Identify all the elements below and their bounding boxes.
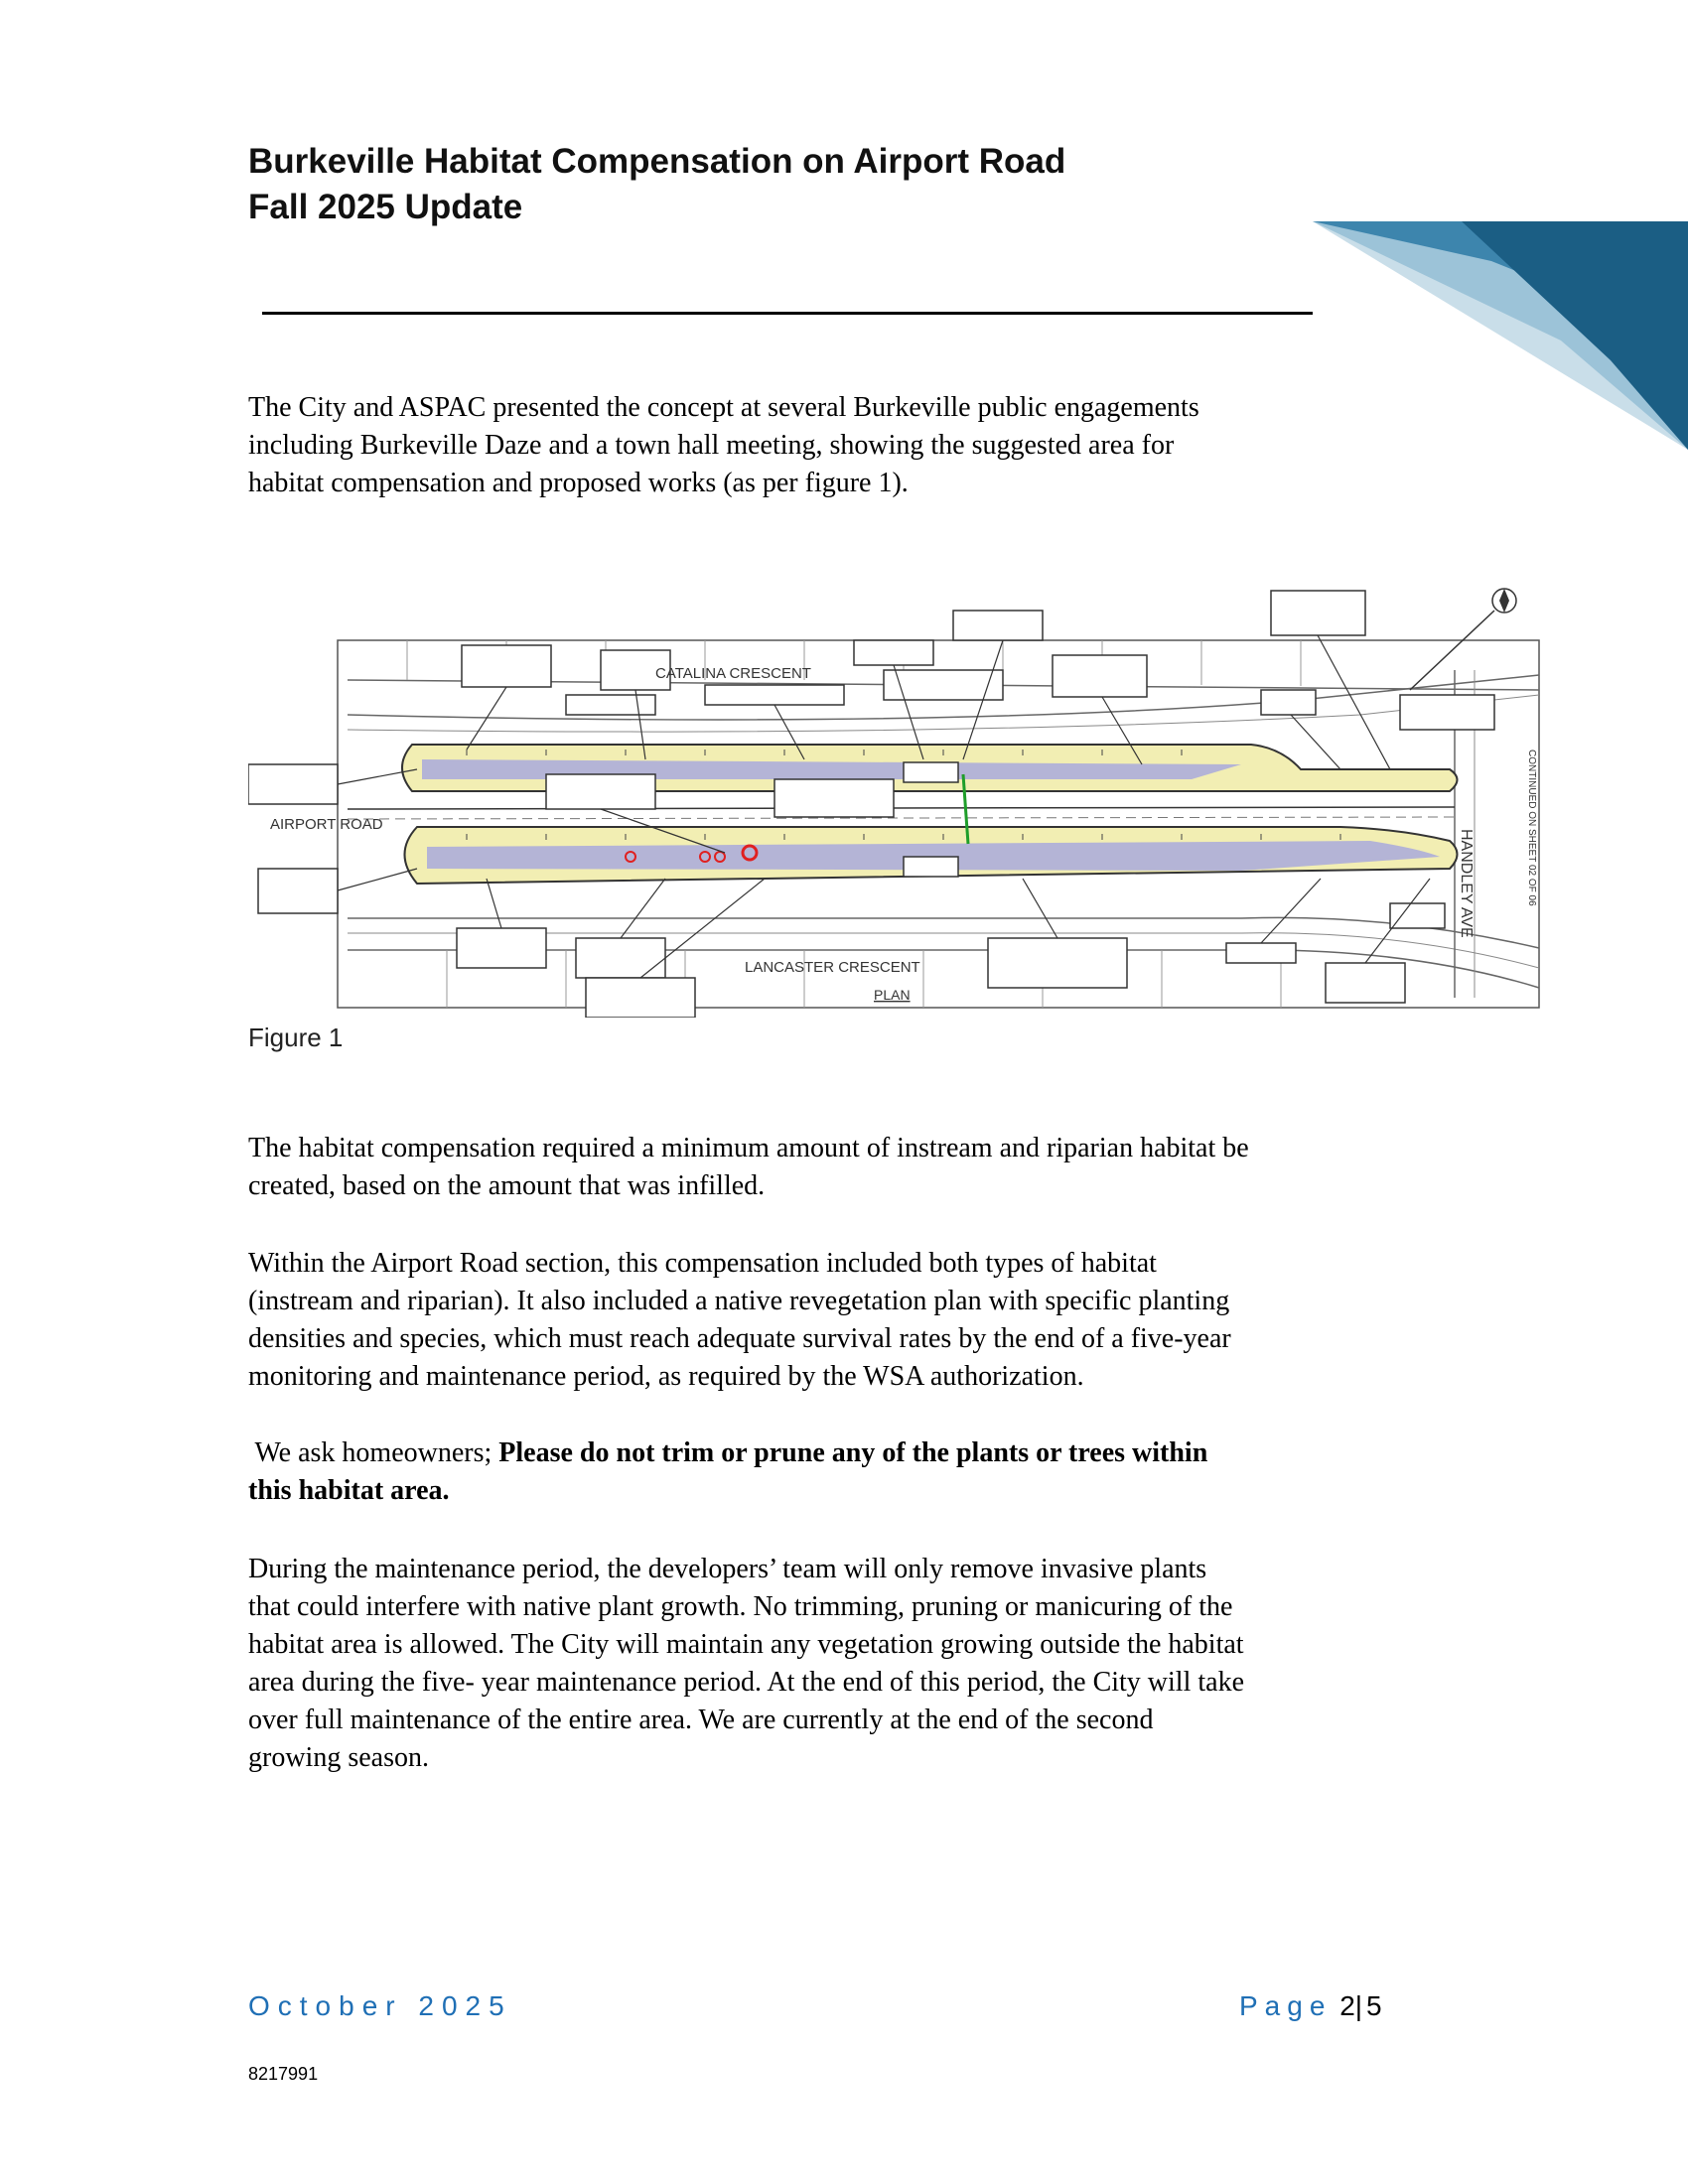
text-line: that could interfere with native plant growth. No trimming, pruning or manicuring of the: [248, 1591, 1233, 1622]
footer-page-number: [1239, 1990, 1382, 2022]
text-line: [248, 1472, 1450, 1510]
text-line: [248, 1434, 1450, 1472]
text-line: The habitat compensation required a minimum amount of instream and riparian habitat be: [248, 1133, 1249, 1163]
text-line: growing season.: [248, 1742, 429, 1773]
paragraph-airport-road-section: [248, 1245, 1450, 1396]
request-bold-2: this habitat area.: [248, 1475, 450, 1506]
figure-label-continued: CONTINUED ON SHEET 02 OF 06: [1526, 750, 1537, 906]
text-line: habitat area is allowed. The City will maintain any vegetation growing outside the habitat: [248, 1629, 1244, 1660]
text-line: (instream and riparian). It also included a native revegetation plan with specific planting: [248, 1286, 1230, 1316]
text-line: area during the five- year maintenance period. At the end of this period, the City will take: [248, 1667, 1244, 1698]
title-divider: [262, 312, 1313, 315]
figure-1-plan-drawing: [248, 581, 1555, 1018]
document-number: 8217991: [248, 2064, 319, 2084]
figure-label-airport-road: AIRPORT ROAD: [270, 816, 383, 833]
text-line: densities and species, which must reach adequate survival rates by the end of a five-year: [248, 1323, 1231, 1354]
title-line-2: Fall 2025 Update: [248, 188, 523, 226]
footer-date: October 2025: [248, 1990, 512, 2021]
text-line: including Burkeville Daze and a town hall meeting, showing the suggested area for: [248, 430, 1175, 461]
figure-label-lancaster: LANCASTER CRESCENT: [745, 959, 920, 976]
text-line: created, based on the amount that was infilled.: [248, 1170, 766, 1201]
page-current: 2: [1339, 1990, 1355, 2021]
text-line: The City and ASPAC presented the concept at several Burkeville public engagements: [248, 392, 1199, 423]
figure-label-handley: HANDLEY AVE: [1458, 829, 1475, 938]
paragraph-homeowner-request: [248, 1434, 1450, 1510]
title-line-1: Burkeville Habitat Compensation on Airport Road: [248, 142, 1066, 181]
paragraph-habitat-requirement: [248, 1130, 1450, 1205]
text-line: over full maintenance of the entire area. We are currently at the end of the second: [248, 1705, 1154, 1735]
intro-paragraph: [248, 389, 1450, 502]
text-line: monitoring and maintenance period, as required by the WSA authorization.: [248, 1361, 1084, 1392]
request-bold-1: Please do not trim or prune any of the plants or trees within: [498, 1437, 1208, 1468]
figure-label-plan: PLAN: [874, 987, 911, 1003]
request-intro: We ask homeowners;: [248, 1437, 499, 1468]
text-line: Within the Airport Road section, this compensation included both types of habitat: [248, 1248, 1157, 1279]
page-word: Page: [1239, 1990, 1333, 2021]
page-total: 5: [1366, 1990, 1382, 2021]
text-line: habitat compensation and proposed works (as per figure 1).: [248, 468, 909, 498]
figure-caption: Figure 1: [248, 1023, 344, 1052]
page-title: [248, 139, 1065, 230]
paragraph-maintenance-period: [248, 1551, 1450, 1777]
figure-label-catalina: CATALINA CRESCENT: [655, 665, 811, 682]
text-line: During the maintenance period, the developers’ team will only remove invasive plants: [248, 1554, 1207, 1584]
page-separator: |: [1354, 1990, 1363, 2021]
